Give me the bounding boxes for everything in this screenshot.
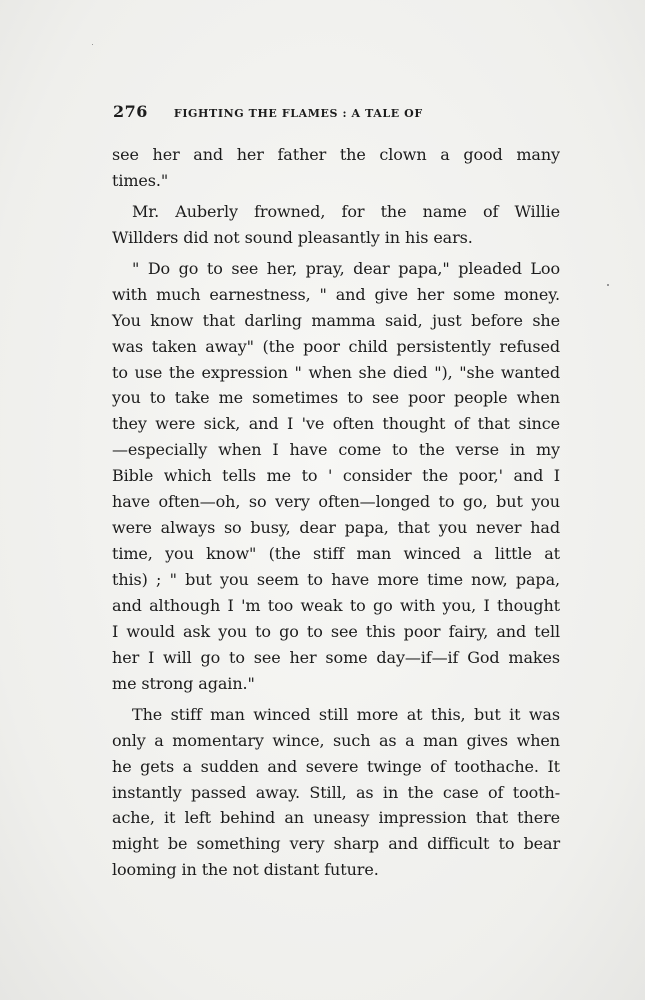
text-line: Mr. Auberly frowned, for the name of Willie	[132, 201, 560, 221]
text-line: he gets a sudden and severe twinge of toothache. It	[112, 756, 560, 776]
text-line: have often—oh, so very often—longed to go, but you	[112, 492, 560, 512]
text-line: I would ask you to go to see this poor fairy, and tell	[112, 621, 560, 641]
paper-speck	[92, 44, 93, 45]
text-line: might be something very sharp and difficult to bear	[112, 834, 560, 854]
text-line: Bible which tells me to ' consider the poor,' and I	[112, 466, 560, 486]
text-line: ache, it left behind an uneasy impression that there	[112, 808, 560, 828]
text-line: " Do go to see her, pray, dear papa," pleaded Loo	[132, 258, 560, 278]
page-header	[113, 102, 563, 126]
text-line: —especially when I have come to the verse in my	[112, 440, 560, 460]
text-line: this) ; " but you seem to have more time now, papa,	[112, 570, 560, 589]
text-line: and although I 'm too weak to go with you, I thought	[112, 595, 560, 615]
text-line: me strong again."	[112, 673, 255, 693]
page-number: 276	[113, 102, 148, 121]
text-line: The stiff man winced still more at this, but it was	[132, 704, 560, 724]
text-line: times."	[112, 170, 169, 190]
text-line: with much earnestness, " and give her some money.	[112, 284, 560, 304]
text-line: you to take me sometimes to see poor people when	[112, 388, 560, 408]
text-line: was taken away" (the poor child persistently refused	[112, 336, 560, 356]
text-line: they were sick, and I 've often thought of that since	[112, 414, 560, 434]
text-line: time, you know" (the stiff man winced a little at	[112, 544, 560, 564]
text-line: looming in the not distant future.	[112, 860, 379, 880]
text-line: Willders did not sound pleasantly in his ears.	[112, 227, 473, 247]
text-line: You know that darling mamma said, just before she	[112, 310, 560, 330]
paper-speck	[607, 284, 609, 286]
text-line: instantly passed away. Still, as in the case of tooth-	[112, 782, 560, 802]
text-line: see her and her father the clown a good many	[112, 145, 560, 164]
body-text	[112, 142, 560, 883]
text-line: were always so busy, dear papa, that you never had	[112, 518, 560, 538]
running-head: FIGHTING THE FLAMES : A TALE OF	[173, 107, 423, 120]
text-line: only a momentary wince, such as a man gives when	[112, 730, 560, 750]
text-line: to use the expression " when she died "), "she wanted	[112, 362, 560, 382]
text-line: her I will go to see her some day—if—if God makes	[112, 647, 560, 667]
